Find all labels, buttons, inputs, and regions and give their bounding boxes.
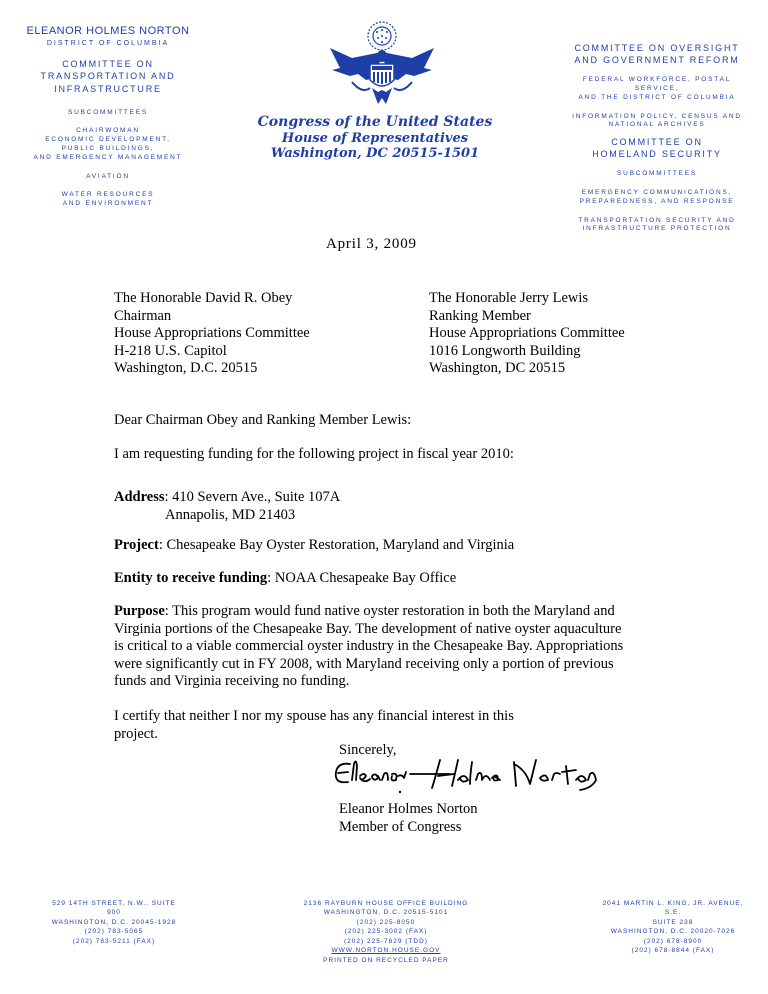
letterhead-right [562, 42, 752, 234]
subcommittees-heading: SUBCOMMITTEES [67, 108, 149, 116]
letterhead-left [18, 24, 198, 209]
committee-homeland-security: COMMITTEE ON HOMELAND SECURITY [592, 137, 722, 160]
house-line: House of Representatives [281, 130, 469, 146]
footer-office-center: 2136 RAYBURN HOUSE OFFICE BUILDING WASHINGTON, D.C. 20515-5101 (202) 225-8050 (202) 225-3002 (FAX) (202) 225-7829 (TDD) WWW.NORTON.HOUSE.GOV PRINTED ON RECYCLED PAPER [296, 899, 476, 965]
subcommittee-transportation-security: TRANSPORTATION SECURITY AND INFRASTRUCTURE PROTECTION [578, 216, 736, 233]
subcommittee-information-policy: INFORMATION POLICY, CENSUS AND NATIONAL ARCHIVES [572, 112, 742, 129]
purpose-paragraph: Purpose: This program would fund native oyster restoration in both the Maryland and Virginia portions of the Chesapeake Bay. The development of native oyster aquaculture is critical to a viable commercial oyster industry in the Chesapeake Bay. Appropriations were significantly cut in FY 2008, with Maryland receiving only a portion of previous funds and Virginia receiving no funding. [114, 603, 624, 689]
address-line1: : 410 Severn Ave., Suite 107A [164, 489, 341, 505]
entity-field [114, 570, 664, 588]
congress-line: Congress of the United States [257, 114, 493, 130]
recipient-left: The Honorable David R. Obey Chairman House Appropriations Committee H-218 U.S. Capitol Washington, D.C. 20515 [114, 290, 310, 376]
signer-block [339, 801, 478, 836]
district: DISTRICT OF COLUMBIA [46, 39, 170, 47]
entity-text: : NOAA Chesapeake Bay Office [267, 570, 457, 586]
address-line2: Annapolis, MD 21403 [165, 506, 296, 523]
project-text: : Chesapeake Bay Oyster Restoration, Maryland and Virginia [158, 537, 515, 553]
congress-heading [250, 114, 500, 162]
intro-paragraph: I am requesting funding for the following project in fiscal year 2010: [114, 446, 514, 462]
footer-office-right: 2041 MARTIN L. KING, JR. AVENUE, S.E. SUITE 238 WASHINGTON, D.C. 20020-7026 (202) 678-8900 (202) 678-8844 (FAX) [602, 900, 744, 955]
project-label: Project [114, 537, 159, 553]
signer-name: Eleanor Holmes Norton [339, 801, 478, 817]
salutation: Dear Chairman Obey and Ranking Member Lewis: [114, 412, 412, 428]
chairwoman-block: CHAIRWOMAN ECONOMIC DEVELOPMENT, PUBLIC BUILDINGS, AND EMERGENCY MANAGEMENT [33, 127, 183, 161]
subcommittee-federal-workforce: FEDERAL WORKFORCE, POSTAL SERVICE, AND THE DISTRICT OF COLUMBIA [578, 76, 736, 101]
washington-line: Washington, DC 20515-1501 [270, 146, 480, 162]
address-label: Address [114, 489, 165, 505]
member-name: ELEANOR HOLMES NORTON [26, 25, 190, 37]
project-field [114, 537, 664, 555]
committee-oversight: COMMITTEE ON OVERSIGHT AND GOVERNMENT REFORM [574, 43, 740, 66]
entity-label: Entity to receive funding [114, 570, 268, 586]
purpose-label: Purpose [114, 603, 165, 619]
address-field [114, 489, 664, 524]
recycled-paper-note: PRINTED ON RECYCLED PAPER [323, 956, 449, 964]
eagle-seal-icon [322, 18, 442, 118]
subcommittee-emergency: EMERGENCY COMMUNICATIONS, PREPAREDNESS, AND RESPONSE [579, 189, 735, 205]
certify-paragraph: I certify that neither I nor my spouse has any financial interest in this project. [114, 708, 514, 742]
subcommittees-heading-right: SUBCOMMITTEES [616, 170, 698, 178]
signature-image [330, 752, 610, 796]
footer-office-left: 529 14TH STREET, N.W., SUITE 900 WASHINGTON, D.C. 20045-1928 (202) 783-5065 (202) 783-5211 (FAX) [51, 900, 177, 945]
water-block: WATER RESOURCES AND ENVIRONMENT [61, 191, 155, 208]
recipient-right: The Honorable Jerry Lewis Ranking Member House Appropriations Committee 1016 Longworth Building Washington, DC 20515 [429, 290, 625, 376]
closing: Sincerely, [339, 742, 397, 758]
letter-date: April 3, 2009 [326, 236, 417, 252]
committee-transportation: COMMITTEE ON TRANSPORTATION AND INFRASTRUCTURE [40, 59, 176, 94]
signer-title: Member of Congress [339, 818, 462, 835]
website-link[interactable]: WWW.NORTON.HOUSE.GOV [331, 947, 441, 955]
aviation: AVIATION [86, 172, 130, 180]
